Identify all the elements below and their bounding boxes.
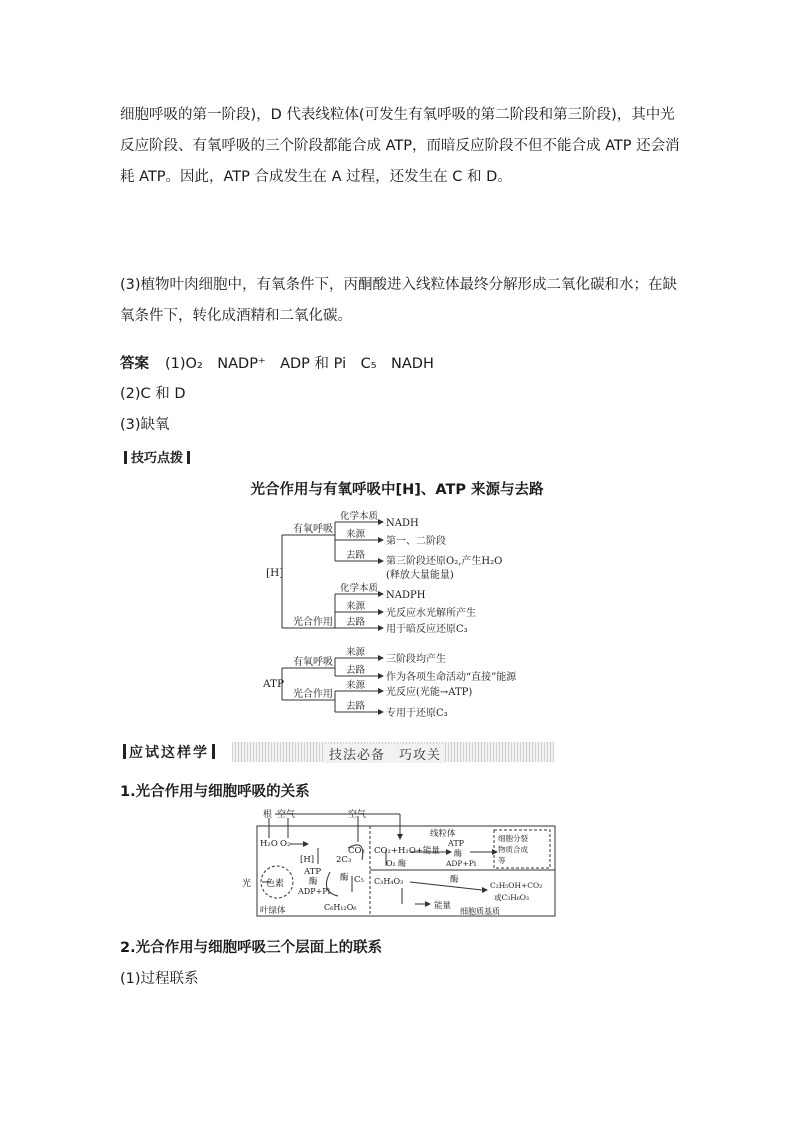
explanation-paragraph-3: (3)植物叶肉细胞中，有氧条件下，丙酮酸进入线粒体最终分解形成二氧化碳和水；在缺氧条件下，转化成酒精和二氧化碳。 bbox=[120, 277, 678, 324]
source-label-2: 来源 bbox=[346, 601, 366, 612]
section-heading: 应试这样学 bbox=[129, 745, 209, 761]
answer-line-3: (3)缺氧 bbox=[120, 417, 170, 433]
pigment-label: 色素 bbox=[266, 879, 285, 889]
h-aerobic-source: 第一、二阶段 bbox=[386, 536, 446, 547]
h-aerobic-dest: 第三阶段还原O₂,产生H₂O bbox=[386, 556, 503, 567]
answer-line-1 bbox=[120, 352, 434, 373]
o2-label-2: O₂ bbox=[386, 859, 396, 868]
atp-label: ATP bbox=[263, 678, 285, 690]
chem-label-2: 化学本质 bbox=[340, 583, 379, 594]
adp-label-1: ADP+Pi bbox=[298, 887, 331, 896]
h-aerobic-chem: NADH bbox=[386, 518, 419, 529]
mitochondria-label: 线粒体 bbox=[430, 829, 456, 839]
aerobic-label-atp: 有氧呼吸 bbox=[293, 657, 333, 668]
two-c3-label: 2C₃ bbox=[336, 855, 352, 865]
aerobic-label-h: 有氧呼吸 bbox=[293, 524, 333, 535]
heading-photosynthesis-respiration: 1.光合作用与细胞呼吸的关系 bbox=[120, 784, 310, 800]
h-atp-diagram bbox=[260, 508, 560, 723]
section-header bbox=[120, 740, 680, 764]
enzyme-label-1: 酶 bbox=[309, 877, 318, 887]
dest-label-1: 去路 bbox=[346, 550, 366, 561]
dest-label-4: 去路 bbox=[346, 701, 366, 712]
answer-label: 答案 bbox=[120, 356, 149, 372]
atp-aerobic-dest: 作为各项生命活动“直接”能源 bbox=[386, 672, 517, 683]
lactic-label: 或C₃H₆O₃ bbox=[494, 893, 529, 902]
h-photo-source: 光反应水光解所产生 bbox=[386, 608, 476, 619]
h-label: [H] bbox=[266, 567, 284, 579]
answer-line-2: (2)C 和 D bbox=[120, 386, 186, 402]
answer-text-1: (1)O₂ NADP⁺ ADP 和 Pi C₅ NADH bbox=[165, 356, 434, 372]
atp-photo-source: 光反应(光能→ATP) bbox=[386, 687, 473, 698]
atp-label-3: ATP bbox=[448, 839, 465, 848]
h-photo-dest: 用于暗反应还原C₃ bbox=[386, 624, 468, 635]
light-label: 光 bbox=[242, 879, 252, 889]
chloroplast-label: 叶绿体 bbox=[260, 906, 286, 916]
heading-process-link: (1)过程联系 bbox=[120, 971, 199, 987]
energy-label: 能量 bbox=[434, 901, 452, 911]
dest-label-2: 去路 bbox=[346, 617, 366, 628]
source-label-1: 来源 bbox=[346, 529, 366, 540]
root-label: 根 bbox=[263, 810, 273, 820]
section-subtitle: 技法必备 巧攻关 bbox=[325, 744, 445, 763]
h-label-2: [H] bbox=[300, 855, 315, 865]
atp-aerobic-source: 三阶段均产生 bbox=[386, 654, 446, 665]
enzyme-label-4: 酶 bbox=[398, 859, 406, 868]
h2o-label: H₂O bbox=[260, 839, 278, 849]
adp-label-2: ADP+Pi bbox=[446, 859, 477, 868]
enzyme-label-3: 酶 bbox=[454, 849, 462, 858]
h-aerobic-dest-note: (释放大量能量) bbox=[386, 570, 454, 581]
box-line-1: 细胞分裂 bbox=[498, 834, 528, 843]
heading-three-levels: 2.光合作用与细胞呼吸三个层面上的联系 bbox=[120, 940, 383, 956]
source-label-3: 来源 bbox=[346, 647, 366, 658]
atp-photo-dest: 专用于还原C₃ bbox=[386, 708, 448, 719]
o2-label: O₂ bbox=[280, 839, 291, 849]
figure-title: 光合作用与有氧呼吸中[H]、ATP 来源与去路 bbox=[250, 482, 544, 498]
air-label-2: 空气 bbox=[348, 810, 367, 820]
source-label-4: 来源 bbox=[346, 680, 366, 691]
tip-heading bbox=[120, 447, 194, 466]
photosynthesis-respiration-diagram bbox=[240, 808, 558, 920]
h-photo-chem: NADPH bbox=[386, 590, 426, 601]
enzyme-label-2: 酶 bbox=[340, 873, 349, 883]
photo-label-atp: 光合作用 bbox=[293, 689, 333, 700]
atp-label-2: ATP bbox=[304, 867, 322, 877]
explanation-paragraph: 细胞呼吸的第一阶段)，D 代表线粒体(可发生有氧呼吸的第二阶段和第三阶段)，其中光反应阶段、有氧呼吸的三个阶段都能合成 ATP，而暗反应阶段不但不能合成 ATP 还会消耗 ATP。因此，ATP 合成发生在 A 过程，还发生在 C 和 D。 bbox=[120, 107, 680, 185]
box-line-3: 等 bbox=[498, 856, 506, 865]
cytoplasm-label: 细胞质基质 bbox=[460, 907, 500, 916]
enzyme-label-5: 酶 bbox=[450, 875, 459, 885]
tip-label: 技巧点拨 bbox=[131, 451, 184, 466]
co2-label: CO₂ bbox=[348, 846, 365, 856]
section-heading-wrap bbox=[120, 742, 218, 762]
aerobic-equation: CO₂+H₂O+能量 bbox=[374, 846, 440, 856]
chem-label-1: 化学本质 bbox=[340, 511, 379, 522]
air-label-1: 空气 bbox=[277, 810, 296, 820]
pyruvate-label: C₃H₄O₃ bbox=[374, 877, 404, 886]
c5-label: C₅ bbox=[354, 875, 364, 885]
glucose-label: C₆H₁₂O₆ bbox=[324, 903, 357, 912]
photo-label-h: 光合作用 bbox=[293, 617, 333, 628]
ethanol-label: C₂H₅OH+CO₂ bbox=[490, 881, 543, 890]
box-line-2: 物质合成 bbox=[498, 845, 528, 854]
dest-label-3: 去路 bbox=[346, 665, 366, 676]
